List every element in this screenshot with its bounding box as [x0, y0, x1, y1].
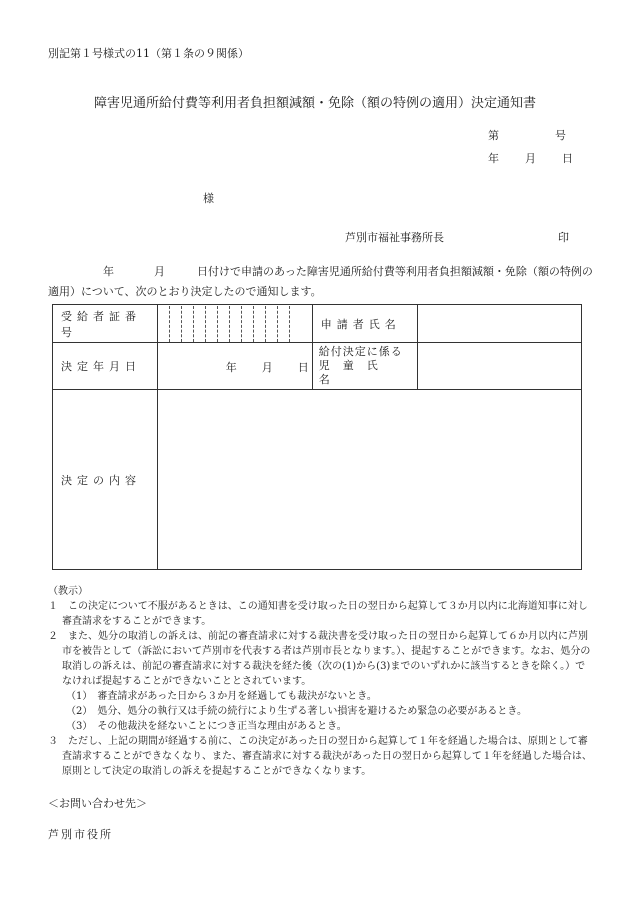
- date-day-label: 日: [562, 152, 573, 165]
- body-text: 日付けで申請のあった障害児通所給付費等利用者負担額減額・免除（額の特例の適用）について、次のとおり決定したので通知します。: [48, 265, 593, 298]
- issue-date-line: [488, 150, 573, 166]
- child-name-value: [417, 343, 582, 390]
- decision-table: [52, 304, 582, 570]
- child-label-line2: 児童氏名: [318, 359, 391, 386]
- applicant-name-value: [417, 305, 582, 343]
- instruction-sub-1: （1） 審査請求があった日から３か月を経過しても裁決がないとき。: [66, 691, 377, 702]
- instruction-item-3: ３ ただし、上記の期間が経過する前に、この決定があった日の翌日から起算して１年を経過した場合は、原則として審査請求することができなくなり、また、審査請求に対する裁決があった日の翌日から起算して１年を経過した場合は、原則として決定の取消しの訴えを提起することができなくなります。: [48, 736, 592, 777]
- instruction-item-1: １ この決定について不服があるときは、この通知書を受け取った日の翌日から起算して３か月以内に北海道知事に対し審査請求をすることができます。: [48, 601, 588, 627]
- number-suffix: 号: [555, 129, 566, 142]
- office-name: 芦別市役所: [48, 828, 113, 841]
- digit-box: [278, 306, 290, 342]
- date-year-label: 年: [488, 152, 499, 165]
- digit-box: [206, 306, 218, 342]
- child-label-line1: 給付決定に係る: [318, 345, 403, 358]
- date-month-label: 月: [525, 152, 536, 165]
- instructions-section: [48, 584, 593, 779]
- decision-date-month: 月: [261, 361, 273, 374]
- digit-box: [230, 306, 242, 342]
- decision-content-value: [157, 390, 581, 570]
- digit-box: [242, 306, 254, 342]
- number-prefix: 第: [488, 129, 499, 142]
- digit-box: [218, 306, 230, 342]
- child-name-label: [312, 343, 417, 390]
- digit-box: [158, 306, 170, 342]
- instructions-heading: （教示）: [48, 586, 88, 597]
- decision-date-year: 年: [225, 361, 237, 374]
- instruction-sub-3: （3） その他裁決を経ないことにつき正当な理由があるとき。: [66, 721, 347, 732]
- addressee-honorific: 様: [203, 192, 214, 205]
- digit-box: [194, 306, 206, 342]
- recipient-number-label: 受給者証番号: [53, 305, 158, 343]
- decision-content-label: 決定の内容: [53, 390, 158, 570]
- form-reference: 別記第１号様式の11（第１条の９関係）: [48, 47, 249, 60]
- recipient-number-boxes: [157, 305, 312, 343]
- body-month: 月: [154, 265, 165, 278]
- digit-box: [290, 306, 302, 342]
- seal-mark: 印: [558, 231, 569, 244]
- instruction-sub-2: （2） 処分、処分の執行又は手続の続行により生ずる著しい損害を避けるため緊急の必要があるとき。: [66, 706, 527, 717]
- digit-box: [254, 306, 266, 342]
- instruction-item-2: ２ また、処分の取消しの訴えは、前記の審査請求に対する裁決書を受け取った日の翌日から起算して６か月以内に芦別市を被告として（訴訟において芦別市を代表する者は芦別市長となります。）、提起することができます。なお、処分の取消しの訴えは、前記の審査請求に対する裁決を経た後（次の(1)から(3)までのいずれかに該当するときを除く。）でなければ提起することができないこととされています。: [48, 631, 591, 687]
- digit-box: [266, 306, 278, 342]
- document-title: 障害児通所給付費等利用者負担額減額・免除（額の特例の適用）決定通知書: [93, 96, 536, 111]
- contact-heading: ＜お問い合わせ先＞: [48, 797, 147, 810]
- body-year: 年: [103, 265, 114, 278]
- sender-name: 芦別市福祉事務所長: [345, 231, 444, 244]
- digit-box: [170, 306, 182, 342]
- decision-date-label: 決定年月日: [53, 343, 158, 390]
- document-number-line: [488, 127, 566, 143]
- notice-body: [48, 262, 593, 302]
- digit-box: [182, 306, 194, 342]
- decision-date-value: [157, 343, 312, 390]
- decision-date-day: 日: [297, 361, 309, 374]
- applicant-name-label: 申請者氏名: [312, 305, 417, 343]
